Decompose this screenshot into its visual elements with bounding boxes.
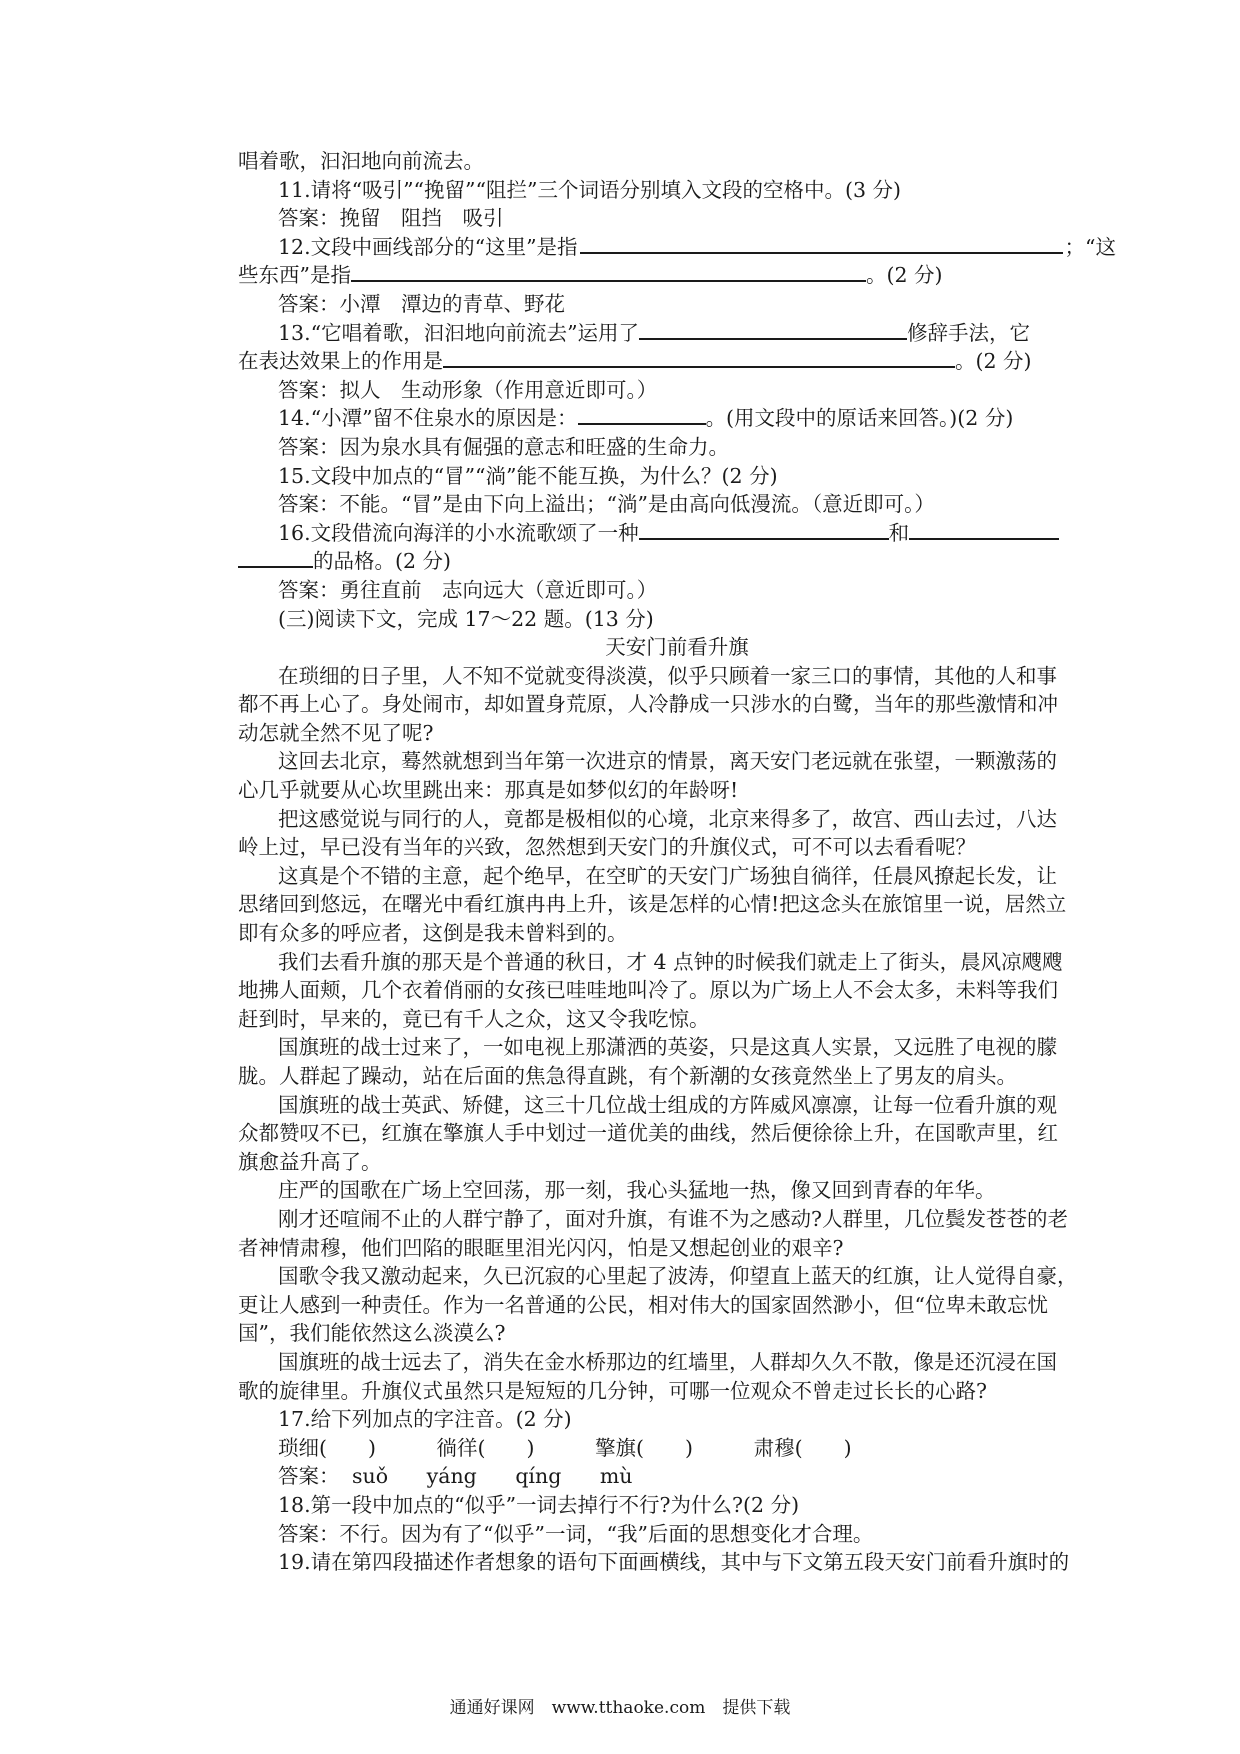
article-line: 国歌令我又激动起来，久已沉寂的心里起了波涛，仰望直上蓝天的红旗，让人觉得自豪，: [278, 1264, 1078, 1289]
question-12-tail: ；“这: [1064, 234, 1116, 259]
question-16: [238, 519, 1116, 548]
question-13: [238, 319, 1116, 348]
article-line: 胧。人群起了躁动，站在后面的焦急得直跳，有个新潮的女孩竟然坐上了男友的肩头。: [238, 1064, 1017, 1088]
article-line: 国”，我们能依然这么淡漠么?: [238, 1321, 506, 1346]
answer-blank: [351, 262, 866, 282]
question-17-words: [238, 1434, 1116, 1463]
question-14-text: 14.“小潭”留不住泉水的原因是：: [278, 406, 578, 431]
answer-16: 答案：勇往直前 志向远大（意近即可。）: [278, 577, 658, 602]
answer-14: 答案：因为泉水具有倔强的意志和旺盛的生命力。: [278, 434, 729, 459]
question-13-line2: [238, 347, 1116, 376]
question-16-score: 的品格。(2 分): [313, 549, 452, 574]
article-line: 地拂人面颊，几个衣着俏丽的女孩已哇哇地叫冷了。原以为广场上人不会太多，未料等我们: [238, 978, 1058, 1003]
answer-12: 答案：小潭 潭边的青草、野花: [278, 291, 565, 316]
article-line: 动怎就全然不见了呢?: [238, 720, 434, 745]
answer-blank: [639, 320, 907, 340]
article-line: 在琐细的日子里，人不知不觉就变得淡漠，似乎只顾着一家三口的事情，其他的人和事: [278, 663, 1057, 688]
answer-blank: [578, 405, 706, 425]
pinyin-item: 擎旗( ): [595, 1435, 694, 1460]
question-12-text2: 些东西”是指: [238, 263, 351, 288]
article-line: 刚才还喧闹不止的人群宁静了，面对升旗，有谁不为之感动?人群里，几位鬓发苍苍的老: [278, 1206, 1068, 1231]
article-line: 庄严的国歌在广场上空回荡，那一刻，我心头猛地一热，像又回到青春的年华。: [278, 1178, 996, 1203]
answer-blank: [443, 348, 955, 368]
pinyin-answer: mù: [599, 1464, 633, 1489]
question-12-text: 12.文段中画线部分的“这里”是指: [278, 234, 578, 259]
article-line: 国旗班的战士英武、矫健，这三十几位战士组成的方阵威风凛凛，让每一位看升旗的观: [278, 1092, 1057, 1117]
article-line: 更让人感到一种责任。作为一名普通的公民，相对伟大的国家固然渺小，但“位卑未敢忘忧: [238, 1292, 1048, 1317]
article-line: 旗愈益升高了。: [238, 1149, 382, 1174]
answer-13: 答案：拟人 生动形象（作用意近即可。）: [278, 377, 658, 402]
article-line: 我们去看升旗的那天是个普通的秋日，才 4 点钟的时候我们就走上了街头，晨风凉飕飕: [278, 949, 1063, 974]
question-12: [238, 233, 1116, 262]
answer-blank: [909, 520, 1059, 540]
question-13-score: 。(2 分): [955, 349, 1032, 374]
article-line: 岭上过，早已没有当年的兴致，忽然想到天安门的升旗仪式，可不可以去看看呢？: [238, 835, 976, 860]
page-footer: 通通好课网 www.tthaoke.com 提供下载: [449, 1698, 791, 1718]
article-line: 国旗班的战士过来了，一如电视上那潇洒的英姿，只是这真人实景，又远胜了电视的朦: [278, 1035, 1057, 1060]
question-19: 19.请在第四段描述作者想象的语句下面画横线，其中与下文第五段天安门前看升旗时的: [278, 1550, 1070, 1575]
article-line: 把这感觉说与同行的人，竟都是极相似的心境，北京来得多了，故宫、西山去过，八达: [278, 806, 1057, 831]
pinyin-answer: qíng: [515, 1464, 562, 1489]
article-line: 都不再上心了。身处闹市，却如置身荒原，人冷静成一只涉水的白鹭，当年的那些激情和冲: [238, 692, 1058, 717]
answer-17: [238, 1462, 1116, 1491]
article-line: 即有众多的呼应者，这倒是我未曾料到的。: [238, 921, 628, 946]
answer-label: 答案：: [278, 1464, 340, 1489]
article-line: 思绪回到悠远，在曙光中看红旗冉冉上升，该是怎样的心情!把这念头在旅馆里一说，居然立: [238, 892, 1067, 917]
question-12-line2: [238, 261, 1116, 290]
question-14: [238, 404, 1116, 433]
pinyin-answer: suǒ: [352, 1464, 389, 1489]
article-line: 者神情肃穆，他们凹陷的眼眶里泪光闪闪，怕是又想起创业的艰辛?: [238, 1235, 844, 1260]
answer-15: 答案：不能。“冒”是由下向上溢出；“淌”是由高向低漫流。（意近即可。）: [278, 492, 935, 517]
question-12-score: 。(2 分): [865, 263, 943, 288]
question-13-text: 13.“它唱着歌，汩汩地向前流去”运用了: [278, 320, 640, 345]
answer-18: 答案：不行。因为有了“似乎”一词，“我”后面的思想变化才合理。: [278, 1521, 874, 1546]
question-13-text2: 在表达效果上的作用是: [238, 349, 443, 374]
question-11: 11.请将“吸引”“挽留”“阻拦”三个词语分别填入文段的空格中。(3 分): [278, 177, 902, 202]
article-line: 国旗班的战士远去了，消失在金水桥那边的红墙里，人群却久久不散，像是还沉浸在国: [278, 1349, 1057, 1374]
pinyin-item: 肃穆( ): [753, 1435, 852, 1460]
question-16-and: 和: [888, 520, 910, 545]
question-13-tail: 修辞手法，它: [907, 320, 1031, 345]
answer-blank: [639, 520, 889, 540]
text-line: 唱着歌，汩汩地向前流去。: [238, 149, 484, 173]
article-line: 这真是个不错的主意，起个绝早，在空旷的天安门广场独自徜徉，任晨风撩起长发，让: [278, 863, 1057, 888]
pinyin-answer: yáng: [426, 1464, 477, 1489]
article-line: 赶到时，早来的，竟已有千人之众，这又令我吃惊。: [238, 1006, 710, 1031]
pinyin-item: 徜徉( ): [436, 1435, 535, 1460]
question-17: 17.给下列加点的字注音。(2 分): [278, 1407, 572, 1432]
article-line: 心几乎就要从心坎里跳出来：那真是如梦似幻的年龄呀!: [238, 778, 739, 803]
answer-11: 答案：挽留 阻挡 吸引: [278, 206, 504, 231]
answer-blank: [238, 548, 313, 568]
article-title: 天安门前看升旗: [605, 635, 749, 660]
question-16-text: 16.文段借流向海洋的小水流歌颂了一种: [278, 520, 639, 545]
article-line: 这回去北京，蓦然就想到当年第一次进京的情景，离天安门老远就在张望，一颗激荡的: [278, 749, 1057, 774]
document-body: [238, 147, 1116, 1577]
pinyin-item: 琐细( ): [278, 1435, 376, 1460]
answer-blank: [580, 234, 1063, 254]
question-16-line2: [238, 547, 1116, 576]
question-18: 18.第一段中加点的“似乎”一词去掉行不行?为什么?(2 分): [278, 1492, 800, 1517]
section-3-heading: (三)阅读下文，完成 17～22 题。(13 分): [278, 606, 654, 631]
article-line: 众都赞叹不已，红旗在擎旗人手中划过一道优美的曲线，然后便徐徐上升，在国歌声里，红: [238, 1121, 1058, 1146]
article-line: 歌的旋律里。升旗仪式虽然只是短短的几分钟，可哪一位观众不曾走过长长的心路?: [238, 1378, 987, 1403]
question-14-tail: 。(用文段中的原话来回答。)(2 分): [705, 406, 1014, 431]
question-15: 15.文段中加点的“冒”“淌”能不能互换，为什么？(2 分): [278, 463, 778, 488]
